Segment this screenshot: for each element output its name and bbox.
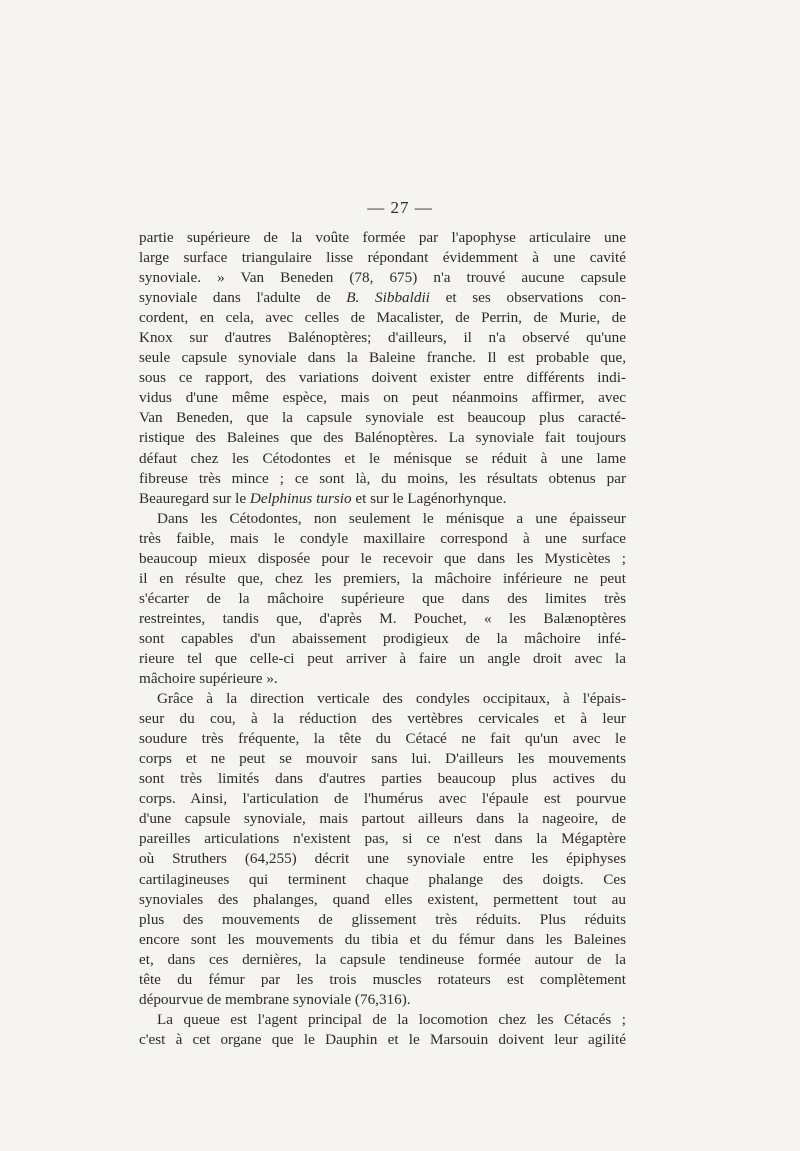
text-line: partie supérieure de la voûte formée par l'apophyse articulaire une [139, 229, 626, 246]
text-line: Grâce à la direction verticale des condyles occipitaux, à l'épais- [157, 690, 626, 708]
text-line: cartilagineuses qui terminent chaque phalange des doigts. Ces [139, 870, 626, 888]
text-line: corps. Ainsi, l'articulation de l'humérus avec l'épaule est pourvue [139, 790, 626, 808]
text-line: Beauregard sur le Delphinus tursio et sur le Lagénorhynque. [139, 489, 507, 507]
text-line: plus des mouvements de glissement très réduits. Plus réduits [139, 910, 626, 928]
text-line: fibreuse très mince ; ce sont là, du moins, les résultats obtenus par [139, 469, 626, 487]
text-line: encore sont les mouvements du tibia et du fémur dans les Baleines [139, 930, 626, 948]
text-line: vidus d'une même espèce, mais on peut néanmoins affirmer, avec [139, 389, 626, 407]
text-line: cordent, en cela, avec celles de Macalister, de Perrin, de Murie, de [139, 309, 626, 327]
text-line: sous ce rapport, des variations doivent exister entre différents indi- [139, 369, 626, 387]
text-line: seule capsule synoviale dans la Baleine franche. Il est probable que, [139, 349, 626, 367]
text-line: pareilles articulations n'existent pas, si ce n'est dans la Mégaptère [139, 830, 626, 848]
text-line: Dans les Cétodontes, non seulement le ménisque a une épaisseur [157, 509, 626, 527]
text-line: d'une capsule synoviale, mais partout ailleurs dans la nageoire, de [139, 810, 626, 828]
text-line: très faible, mais le condyle maxillaire correspond à une surface [139, 529, 626, 547]
text-line: seur du cou, à la réduction des vertèbres cervicales et à leur [139, 710, 626, 728]
text-line: où Struthers (64,255) décrit une synoviale entre les épiphyses [139, 850, 626, 868]
page-number: — 27 — [367, 198, 433, 217]
text-line: défaut chez les Cétodontes et le ménisque se réduit à une lame [139, 449, 626, 467]
body-text [139, 228, 626, 1050]
text-line: mâchoire supérieure ». [139, 670, 278, 688]
text-line: soudure très fréquente, la tête du Cétacé ne fait qu'un avec le [139, 730, 626, 748]
text-line: sont très limités dans d'autres parties beaucoup plus actives du [139, 770, 626, 788]
text-line: beaucoup mieux disposée pour le recevoir que dans les Mysticètes ; [139, 549, 626, 567]
text-line: rieure tel que celle-ci peut arriver à faire un angle droit avec la [139, 649, 626, 667]
text-line: corps et ne peut se mouvoir sans lui. D'ailleurs les mouvements [139, 750, 626, 768]
text-line: ristique des Baleines que des Balénoptères. La synoviale fait toujours [139, 429, 626, 447]
text-line: sont capables d'un abaissement prodigieux de la mâchoire infé- [139, 629, 626, 647]
text-line: La queue est l'agent principal de la locomotion chez les Cétacés ; [157, 1010, 626, 1028]
text-line: Van Beneden, que la capsule synoviale est beaucoup plus caracté- [139, 409, 626, 427]
text-line: synoviale. » Van Beneden (78, 675) n'a trouvé aucune capsule [139, 269, 626, 287]
text-line: synoviale dans l'adulte de B. Sibbaldii et ses observations con- [139, 289, 626, 307]
text-line: dépourvue de membrane synoviale (76,316). [139, 990, 411, 1008]
text-line: s'écarter de la mâchoire supérieure que dans des limites très [139, 589, 626, 607]
text-line: il en résulte que, chez les premiers, la mâchoire inférieure ne peut [139, 569, 626, 587]
text-line: c'est à cet organe que le Dauphin et le Marsouin doivent leur agilité [139, 1030, 626, 1048]
text-line: restreintes, tandis que, d'après M. Pouchet, « les Balænoptères [139, 609, 626, 627]
text-line: synoviales des phalanges, quand elles existent, permettent tout au [139, 890, 626, 908]
text-line: tête du fémur par les trois muscles rotateurs est complètement [139, 970, 626, 988]
text-line: large surface triangulaire lisse répondant évidemment à une cavité [139, 249, 626, 267]
text-line: Knox sur d'autres Balénoptères; d'ailleurs, il n'a observé qu'une [139, 329, 626, 347]
text-line: et, dans ces dernières, la capsule tendineuse formée autour de la [139, 950, 626, 968]
